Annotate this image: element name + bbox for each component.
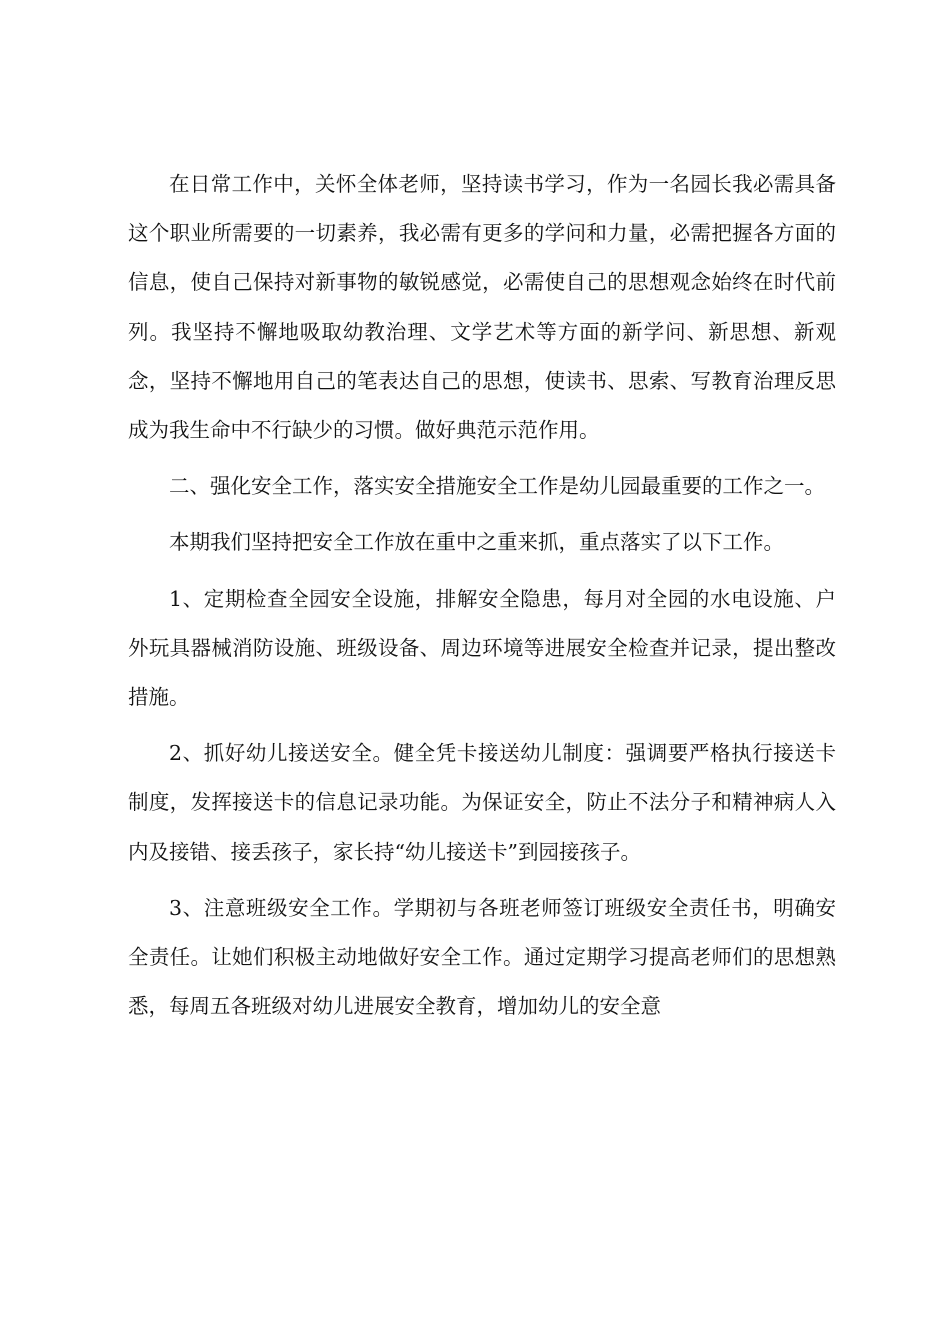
paragraph-item-2: 2、抓好幼儿接送安全。健全凭卡接送幼儿制度：强调要严格执行接送卡制度，发挥接送卡的信息记录功能。为保证安全，防止不法分子和精神病人入内及接错、接丢孩子，家长持“幼儿接送卡”到园接孩子。 [128, 741, 836, 864]
paragraph-safety-heading: 二、强化安全工作，落实安全措施安全工作是幼儿园最重要的工作之一。 [169, 474, 825, 499]
paragraph-item-1: 1、定期检查全园安全设施，排解安全隐患，每月对全园的水电设施、户外玩具器械消防设施、班级设备、周边环境等进展安全检查并记录，提出整改措施。 [128, 586, 836, 710]
document-body [128, 160, 836, 1031]
paragraph-self-study: 在日常工作中，关怀全体老师，坚持读书学习，作为一名园长我必需具备这个职业所需要的一切素养，我必需有更多的学问和力量，必需把握各方面的信息，使自己保持对新事物的敏锐感觉，必需使自己的思想观念始终在时代前列。我坚持不懈地吸取幼教治理、文学艺术等方面的新学问、新思想、新观念，坚持不懈地用自己的笔表达自己的思想，使读书、思索、写教育治理反思成为我生命中不行缺少的习惯。做好典范示范作用。 [128, 172, 836, 443]
paragraph-item-3: 3、注意班级安全工作。学期初与各班老师签订班级安全责任书，明确安全责任。让她们积极主动地做好安全工作。通过定期学习提高老师们的思想熟悉，每周五各班级对幼儿进展安全教育，增加幼儿的安全意 [128, 895, 836, 1019]
paragraph-safety-intro: 本期我们坚持把安全工作放在重中之重来抓，重点落实了以下工作。 [169, 530, 784, 555]
